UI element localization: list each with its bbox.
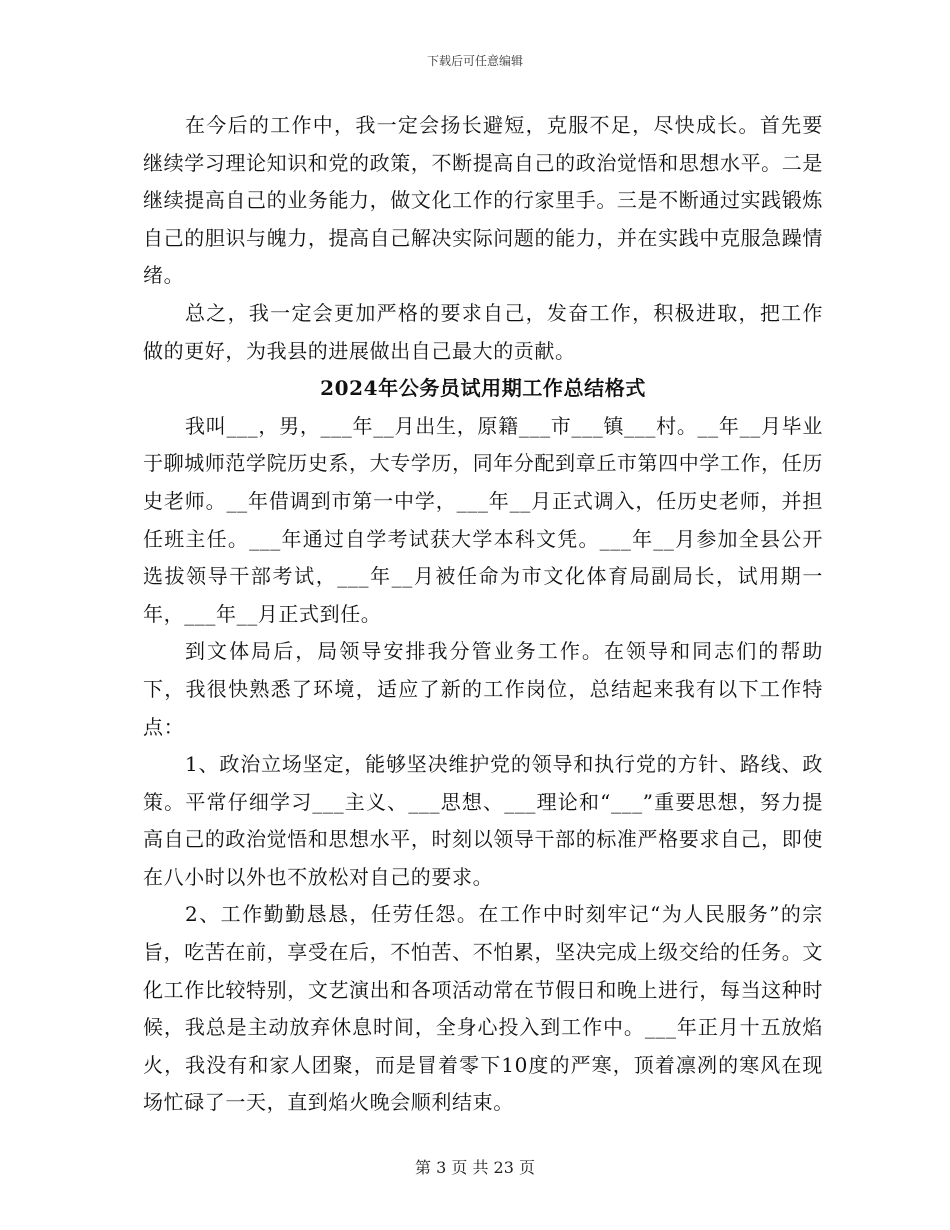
paragraph-point-1: 1、政治立场坚定，能够坚决维护党的领导和执行党的方针、路线、政策。平常仔细学习___主义、___思想、___理论和“___”重要思想，努力提高自己的政治觉悟和思想水平，时刻以领导干部的标准严格要求自己，即使在八小时以外也不放松对自己的要求。 — [143, 752, 823, 889]
page-number: 第 3 页 共 23 页 — [415, 1158, 535, 1177]
paragraph-improvement-plan: 在今后的工作中，我一定会扬长避短，克服不足，尽快成长。首先要继续学习理论知识和党的政策，不断提高自己的政治觉悟和思想水平。二是继续提高自己的业务能力，做文化工作的行家里手。三是不断通过实践锻炼自己的胆识与魄力，提高自己解决实际问题的能力，并在实践中克服急躁情绪。 — [143, 113, 823, 288]
paragraph-work-intro: 到文体局后，局领导安排我分管业务工作。在领导和同志们的帮助下，我很快熟悉了环境，适应了新的工作岗位，总结起来我有以下工作特点： — [143, 639, 823, 739]
paragraph-personal-background: 我叫___，男，___年__月出生，原籍___市___镇___村。__年__月毕业于聊城师范学院历史系，大专学历，同年分配到章丘市第四中学工作，任历史老师。__年借调到市第一中学，___年__月正式调入，任历史老师，并担任班主任。___年通过自学考试获大学本科文凭。___年__月参加全县公开选拔领导干部考试，___年__月被任命为市文化体育局副局长，试用期一年，___年__月正式到任。 — [143, 413, 823, 626]
paragraph-conclusion: 总之，我一定会更加严格的要求自己，发奋工作，积极进取，把工作做的更好，为我县的进展做出自己最大的贡献。 — [143, 300, 823, 363]
section-title: 2024年公务员试用期工作总结格式 — [320, 376, 646, 401]
page-header-note: 下载后可任意编辑 — [426, 54, 523, 68]
paragraph-point-2: 2、工作勤勤恳恳，任劳任怨。在工作中时刻牢记“为人民服务”的宗旨，吃苦在前，享受在后，不怕苦、不怕累，坚决完成上级交给的任务。文化工作比较特别，文艺演出和各项活动常在节假日和晚上进行，每当这种时候，我总是主动放弃休息时间，全身心投入到工作中。___年正月十五放焰火，我没有和家人团聚，而是冒着零下10度的严寒，顶着凛冽的寒风在现场忙碌了一天，直到焰火晚会顺利结束。 — [143, 902, 823, 1115]
document-body — [143, 107, 823, 1122]
